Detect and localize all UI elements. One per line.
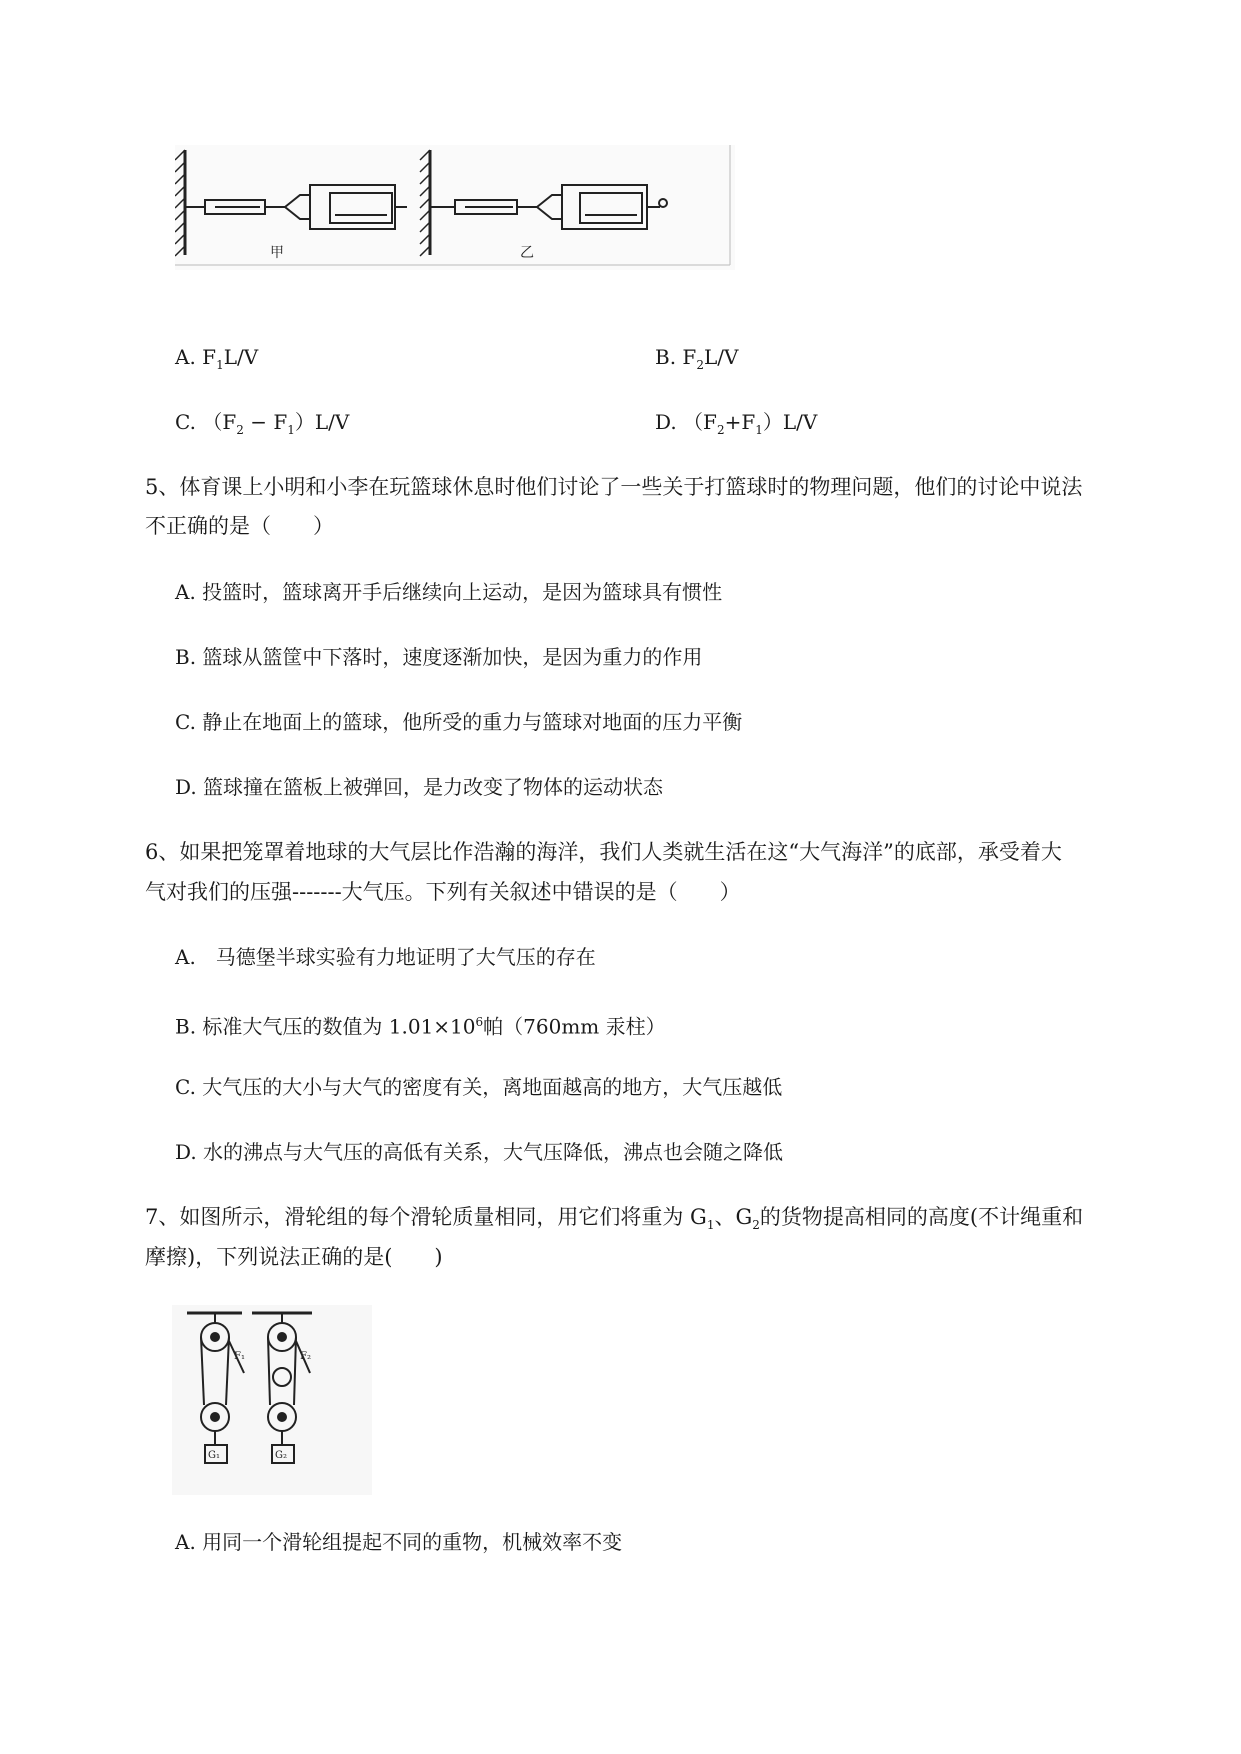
- figure-label-right: 乙: [520, 245, 534, 261]
- q4-figure: [175, 145, 735, 270]
- q7-option-a[interactable]: A. 用同一个滑轮组提起不同的重物，机械效率不变: [175, 1530, 623, 1554]
- q6-option-a[interactable]: A. 马德堡半球实验有力地证明了大气压的存在: [175, 945, 596, 969]
- label-g1: G₁: [208, 1450, 220, 1461]
- q5-stem-line1: 5、体育课上小明和小李在玩篮球休息时他们讨论了一些关于打篮球时的物理问题，他们的讨论中说法: [145, 475, 1083, 499]
- q7-figure: [172, 1305, 372, 1495]
- pulley-diagram: [172, 1305, 372, 1495]
- figure-label-left: 甲: [270, 245, 284, 261]
- q4-option-b[interactable]: B. $F_2L/V$: [655, 345, 739, 372]
- q7-stem-line1: 7、如图所示，滑轮组的每个滑轮质量相同，用它们将重为 $G_1$、$G_2$的货物提高相同的高度(不计绳重和: [145, 1205, 1084, 1233]
- q6-stem-line1: 6、如果把笼罩着地球的大气层比作浩瀚的海洋，我们人类就生活在这“大气海洋”的底部，承受着大: [145, 840, 1062, 864]
- q6-option-c[interactable]: C. 大气压的大小与大气的密度有关，离地面越高的地方，大气压越低: [175, 1075, 783, 1099]
- label-g2: G₂: [275, 1450, 287, 1461]
- q5-stem-line2: 不正确的是（ ）: [145, 514, 334, 538]
- q4-option-d[interactable]: D. $(F_2+F_1)L/V$: [655, 410, 818, 437]
- q4-option-a[interactable]: A. $F_1L/V$: [175, 345, 259, 372]
- q6-option-d[interactable]: D. 水的沸点与大气压的高低有关系，大气压降低，沸点也会随之降低: [175, 1140, 784, 1164]
- q5-option-d[interactable]: D. 篮球撞在篮板上被弹回，是力改变了物体的运动状态: [175, 775, 664, 799]
- q7-stem-line2: 摩擦)，下列说法正确的是( ): [145, 1245, 443, 1269]
- label-f1: F₁: [234, 1351, 245, 1362]
- q4-option-c[interactable]: C. $(F_2 - F_1)L/V$: [175, 410, 350, 437]
- q6-option-b[interactable]: B. 标准大气压的数值为 $1.01\times 10^6$帕（760mm 汞柱）: [175, 1014, 666, 1039]
- label-f2: F₂: [300, 1351, 311, 1362]
- q6-stem-line2: 气对我们的压强-------大气压。下列有关叙述中错误的是（ ）: [145, 880, 741, 904]
- spring-scale-diagram: [175, 145, 735, 270]
- q5-option-c[interactable]: C. 静止在地面上的篮球，他所受的重力与篮球对地面的压力平衡: [175, 710, 743, 734]
- q5-option-b[interactable]: B. 篮球从篮筐中下落时，速度逐渐加快，是因为重力的作用: [175, 645, 703, 669]
- q5-option-a[interactable]: A. 投篮时，篮球离开手后继续向上运动，是因为篮球具有惯性: [175, 580, 723, 604]
